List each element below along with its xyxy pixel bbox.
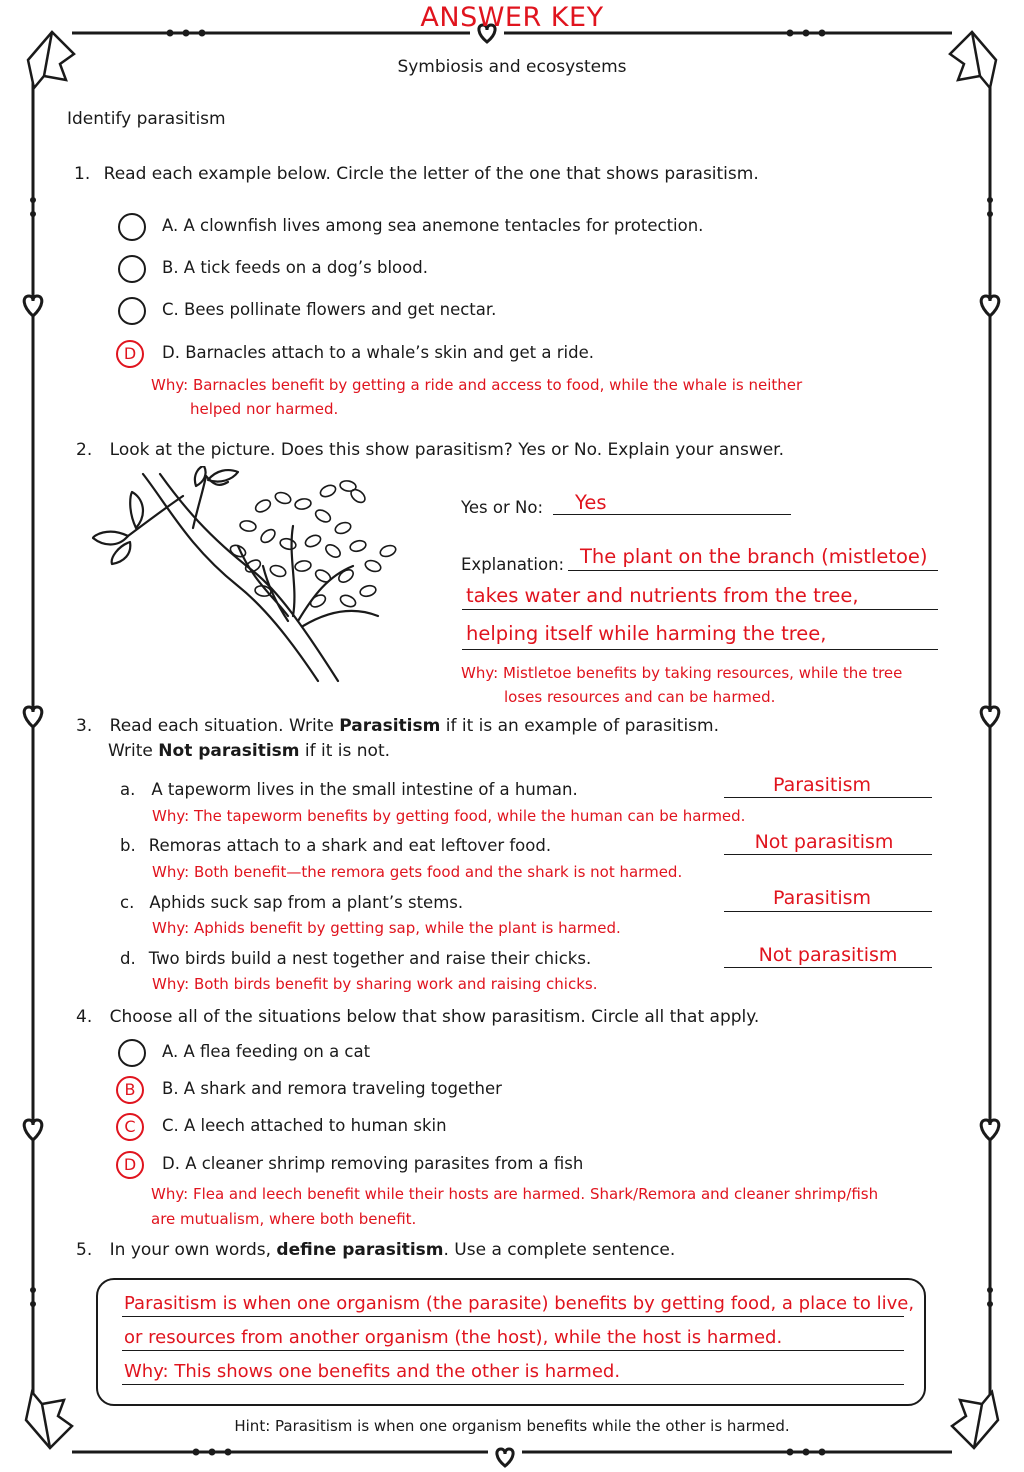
why-note-cont: loses resources and can be harmed. (504, 688, 776, 706)
question-3-line-2: Write Not parasitism if it is not. (108, 741, 391, 761)
answer-a[interactable]: Parasitism (772, 774, 871, 796)
situation-c: c. Aphids suck sap from a plant’s stems. (120, 893, 464, 912)
why-note: Why: Mistletoe benefits by taking resources, while the tree (461, 664, 903, 682)
explanation-text-2[interactable]: takes water and nutrients from the tree, (466, 584, 859, 607)
question-number: 3. (76, 716, 93, 736)
answer-key-title: ANSWER KEY (420, 2, 604, 33)
answer-circle-b-selected[interactable]: B (116, 1076, 144, 1104)
answer-line-c (724, 911, 932, 912)
question-number: 1. (74, 164, 91, 184)
question-number: 2. (76, 440, 93, 460)
question-1 (74, 164, 759, 184)
answer-circle-c[interactable] (118, 297, 146, 325)
why-note-cont: helped nor harmed. (190, 400, 339, 418)
answer-b[interactable]: Not parasitism (754, 831, 894, 853)
option-d: D. A cleaner shrimp removing parasites from a fish (162, 1154, 584, 1173)
question-4 (76, 1007, 759, 1027)
option-a: A. A clownfish lives among sea anemone tentacles for protection. (162, 216, 704, 235)
worksheet-subtitle: Symbiosis and ecosystems (397, 57, 627, 77)
option-c: C. Bees pollinate flowers and get nectar. (162, 300, 497, 319)
mistletoe-tree-illustration (88, 466, 408, 686)
option-b: B. A shark and remora traveling together (162, 1079, 502, 1098)
answer-circle-a[interactable] (118, 1039, 146, 1067)
why-note: Why: Flea and leech benefit while their hosts are harmed. Shark/Remora and cleaner shrimp/fish (151, 1185, 879, 1203)
answer-circle-d-selected[interactable]: D (116, 340, 144, 368)
why-note: Why: Both birds benefit by sharing work and raising chicks. (152, 975, 598, 993)
answer-line-a (724, 797, 932, 798)
question-3 (76, 716, 719, 736)
answer-circle-b[interactable] (118, 255, 146, 283)
definition-text-3[interactable]: Why: This shows one benefits and the other is harmed. (124, 1361, 621, 1382)
section-title: Identify parasitism (67, 109, 226, 129)
explanation-text-3[interactable]: helping itself while harming the tree, (466, 622, 827, 645)
why-note: Why: Barnacles benefit by getting a ride and access to food, while the whale is neither (151, 376, 803, 394)
answer-box-line-3 (122, 1384, 904, 1385)
definition-text-2[interactable]: or resources from another organism (the host), while the host is harmed. (124, 1327, 783, 1348)
hint-footer: Hint: Parasitism is when one organism benefits while the other is harmed. (234, 1417, 790, 1435)
question-number: 5. (76, 1240, 93, 1260)
yes-no-answer[interactable]: Yes (575, 491, 607, 514)
definition-text-1[interactable]: Parasitism is when one organism (the parasite) benefits by getting food, a place to live, (124, 1293, 915, 1314)
answer-box-line-1 (122, 1316, 904, 1317)
explanation-line-2 (462, 609, 938, 610)
question-2 (76, 440, 784, 460)
why-note: Why: Aphids benefit by getting sap, while the plant is harmed. (152, 919, 621, 937)
question-5 (76, 1240, 675, 1260)
question-number: 4. (76, 1007, 93, 1027)
answer-circle-a[interactable] (118, 213, 146, 241)
option-a: A. A flea feeding on a cat (162, 1042, 371, 1061)
situation-d: d. Two birds build a nest together and raise their chicks. (120, 949, 592, 968)
why-note: Why: Both benefit—the remora gets food and the shark is not harmed. (152, 863, 683, 881)
situation-a: a. A tapeworm lives in the small intestine of a human. (120, 780, 578, 799)
why-note: Why: The tapeworm benefits by getting food, while the human can be harmed. (152, 807, 746, 825)
yes-no-line (553, 514, 791, 515)
explanation-text-1[interactable]: The plant on the branch (mistletoe) (580, 545, 928, 568)
answer-circle-d-selected[interactable]: D (116, 1151, 144, 1179)
answer-circle-c-selected[interactable]: C (116, 1113, 144, 1141)
answer-line-d (724, 967, 932, 968)
answer-c[interactable]: Parasitism (772, 887, 871, 909)
explanation-label: Explanation: (461, 555, 565, 574)
why-note-cont: are mutualism, where both benefit. (151, 1210, 417, 1228)
question-prompt: Look at the picture. Does this show parasitism? Yes or No. Explain your answer. (109, 440, 785, 460)
question-prompt: Choose all of the situations below that show parasitism. Circle all that apply. (109, 1007, 760, 1027)
question-prompt: Read each example below. Circle the letter of the one that shows parasitism. (103, 164, 759, 184)
answer-d[interactable]: Not parasitism (758, 944, 898, 966)
option-d: D. Barnacles attach to a whale’s skin and get a ride. (162, 343, 594, 362)
explanation-line-3 (462, 649, 938, 650)
situation-b: b. Remoras attach to a shark and eat leftover food. (120, 836, 552, 855)
yes-no-label: Yes or No: (461, 498, 544, 517)
option-c: C. A leech attached to human skin (162, 1116, 447, 1135)
question-prompt: Read each situation. Write Parasitism if it is an example of parasitism. (109, 716, 719, 736)
explanation-line-1 (568, 570, 938, 571)
question-prompt: In your own words, define parasitism. Use a complete sentence. (109, 1240, 676, 1260)
option-b: B. A tick feeds on a dog’s blood. (162, 258, 428, 277)
answer-box-line-2 (122, 1350, 904, 1351)
answer-line-b (724, 854, 932, 855)
